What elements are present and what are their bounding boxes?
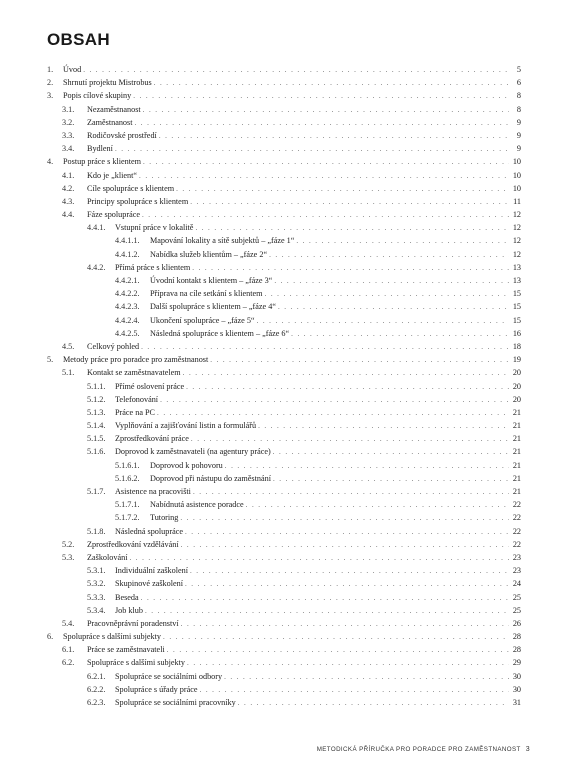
toc-entry-label: Mapování lokality a sítě subjektů – „fáze 1“ — [150, 236, 295, 246]
toc-entry-page: 12 — [512, 236, 521, 246]
toc-entry-line — [63, 155, 521, 169]
toc-entry-number: 5.4. — [62, 618, 75, 628]
toc-entry-page: 30 — [512, 671, 521, 681]
toc-entry[interactable] — [0, 643, 569, 656]
toc-entry[interactable] — [0, 445, 569, 458]
toc-entry-line — [115, 380, 521, 394]
toc-entry-label: Přímé oslovení práce — [115, 381, 185, 391]
toc-entry-number: 5.3. — [62, 552, 75, 562]
toc-entry-number: 5.1.3. — [87, 407, 106, 417]
toc-entry-line — [87, 116, 521, 130]
toc-entry-number: 4.4.1. — [87, 223, 106, 233]
toc-entry[interactable] — [0, 683, 569, 696]
toc-entry-line — [87, 340, 521, 354]
toc-entry-label: Kontakt se zaměstnavatelem — [87, 368, 181, 378]
toc-entry-line — [87, 208, 521, 222]
toc-entry[interactable] — [0, 498, 569, 511]
toc-entry-page: 29 — [512, 658, 521, 668]
toc-entry-number: 4.4.2. — [87, 262, 106, 272]
toc-entry-number: 4.4.2.1. — [115, 276, 140, 285]
toc-entry-label: Nabídnutá asistence poradce — [150, 500, 244, 510]
toc-entry[interactable] — [0, 393, 569, 406]
toc-entry-label: Postup práce s klientem — [63, 157, 141, 167]
toc-entry[interactable] — [0, 208, 569, 221]
toc-entry-number: 1. — [47, 65, 54, 74]
toc-entry[interactable] — [0, 327, 569, 340]
toc-entry-number: 5.1.4. — [87, 421, 106, 431]
toc-entry-number: 4.4.2.4. — [115, 315, 140, 325]
toc-entry-label: Vyplňování a zajišťování listin a formulářů — [115, 421, 257, 431]
toc-entry-page: 9 — [516, 130, 521, 140]
toc-entry-page: 9 — [516, 117, 521, 127]
toc-entry-page: 22 — [512, 526, 521, 536]
toc-entry-label: Spolupráce se sociálními odbory — [115, 671, 223, 681]
toc-entry[interactable] — [0, 551, 569, 564]
toc-entry-label: Následná spolupráce — [115, 526, 183, 536]
toc-entry-number: 4. — [47, 157, 54, 167]
toc-entry-label: Kdo je „klient“ — [87, 170, 138, 180]
toc-entry-page: 16 — [512, 328, 521, 338]
toc-entry-page: 22 — [512, 539, 521, 549]
toc-entry-label: Práce na PC — [115, 407, 156, 417]
toc-entry[interactable] — [0, 591, 569, 604]
toc-entry-number: 3.4. — [62, 144, 75, 154]
toc-entry-label: Job klub — [115, 605, 143, 615]
toc-entry[interactable] — [0, 353, 569, 366]
toc-entry[interactable] — [0, 419, 569, 432]
toc-entry[interactable] — [0, 287, 569, 300]
toc-entry-number: 2. — [47, 78, 54, 88]
toc-entry-page: 21 — [512, 473, 521, 483]
toc-entry-label: Úvodní kontakt s klientem – „fáze 3“ — [150, 276, 273, 285]
toc-entry[interactable] — [0, 155, 569, 168]
toc-entry[interactable] — [0, 300, 569, 313]
toc-entry-label: Příprava na cíle setkání s klientem — [150, 289, 263, 299]
toc-entry-label: Následná spolupráce s klientem – „fáze 6“ — [150, 328, 290, 338]
toc-entry[interactable] — [0, 538, 569, 551]
toc-entry-line — [87, 169, 521, 183]
toc-entry-label: Principy spolupráce s klientem — [87, 196, 189, 206]
toc-entry[interactable] — [0, 670, 569, 683]
toc-entry-number: 5.3.1. — [87, 566, 106, 576]
page-footer — [317, 746, 530, 753]
toc-entry-number: 4.2. — [62, 183, 75, 193]
toc-entry-line — [150, 327, 521, 341]
toc-entry-label: Asistence na pracovišti — [115, 487, 191, 496]
toc-entry[interactable] — [0, 366, 569, 379]
toc-entry[interactable] — [0, 525, 569, 538]
toc-entry-label: Popis cílové skupiny — [63, 91, 132, 101]
toc-entry-line — [150, 511, 521, 525]
toc-entry-line — [87, 195, 521, 209]
toc-entry-label: Pracovněprávní poradenství — [87, 618, 179, 628]
toc-entry[interactable] — [0, 221, 569, 234]
toc-entry-page: 9 — [516, 144, 521, 154]
dot-leader — [238, 697, 509, 710]
toc-entry-label: Spolupráce se sociálními pracovníky — [115, 698, 236, 707]
toc-entry[interactable] — [0, 234, 569, 247]
toc-entry-page: 15 — [512, 289, 521, 299]
toc-entry[interactable] — [0, 511, 569, 524]
toc-entry-line — [150, 459, 521, 473]
toc-entry-page: 15 — [512, 315, 521, 325]
toc-entry-line — [150, 274, 521, 288]
toc-entry[interactable] — [0, 564, 569, 577]
toc-entry-line — [115, 432, 521, 446]
toc-entry-page: 21 — [512, 407, 521, 417]
toc-entry-label: Bydlení — [87, 144, 113, 154]
toc-entry-line — [115, 221, 521, 235]
toc-entry-number: 5. — [47, 355, 54, 365]
toc-entry-label: Zaměstnanost — [87, 117, 133, 127]
toc-entry-number: 4.4.1.2. — [115, 249, 140, 259]
toc-entry-number: 6.2.1. — [87, 671, 106, 681]
toc-entry-line — [115, 604, 521, 618]
toc-entry[interactable] — [0, 195, 569, 208]
toc-entry-page: 10 — [512, 157, 521, 167]
footer-text: METODICKÁ PŘÍRUČKA PRO PORADCE PRO ZAMĚSTNANOST — [316, 746, 521, 753]
toc-entry-label: Ukončení spolupráce – „fáze 5“ — [150, 315, 255, 325]
toc-entry-number: 5.1. — [62, 368, 75, 378]
toc-entry-number: 5.1.5. — [87, 434, 106, 444]
toc-entry-page: 31 — [512, 698, 521, 707]
toc-entry-line — [87, 142, 521, 156]
toc-entry-page: 19 — [512, 355, 521, 365]
toc-entry-label: Doprovod k zaměstnavateli (na agentury práce) — [115, 447, 271, 457]
toc-entry-page: 12 — [512, 223, 521, 233]
toc-entry-page: 26 — [512, 618, 521, 628]
toc-entry-number: 5.1.8. — [87, 526, 106, 536]
toc-entry-line — [87, 366, 521, 380]
toc-entry-page: 11 — [513, 196, 521, 206]
toc-entry-line — [115, 525, 521, 539]
toc-entry-label: Nezaměstnanost — [87, 104, 141, 114]
toc-entry-number: 6.2.2. — [87, 684, 106, 694]
toc-entry-label: Tutoring — [150, 513, 179, 523]
toc-entry-line — [115, 683, 521, 697]
toc-entry[interactable] — [0, 696, 569, 709]
toc-entry-line — [63, 353, 521, 367]
toc-entry-line — [87, 129, 521, 143]
toc-entry-label: Individuální zaškolení — [115, 566, 188, 576]
toc-entry-page: 30 — [512, 684, 521, 694]
toc-entry-label: Shrnutí projektu Mistrobus — [63, 78, 152, 88]
toc-entry-label: Fáze spolupráce — [87, 210, 140, 220]
toc-entry-label: Práce se zaměstnavateli — [87, 645, 165, 655]
toc-entry-line — [115, 445, 521, 459]
toc-entry[interactable] — [0, 142, 569, 155]
toc-entry[interactable] — [0, 459, 569, 472]
toc-entry[interactable] — [0, 432, 569, 445]
toc-entry-label: Úvod — [63, 65, 82, 74]
toc-entry-page: 12 — [512, 249, 521, 259]
toc-entry-page: 8 — [516, 104, 521, 114]
toc-entry[interactable] — [0, 63, 569, 76]
toc-entry-page: 23 — [512, 566, 521, 576]
toc-entry-page: 8 — [516, 91, 521, 101]
toc-entry-number: 5.3.4. — [87, 605, 106, 615]
footer-page-number: 3 — [525, 746, 530, 753]
toc-entry[interactable] — [0, 182, 569, 195]
toc-entry-number: 4.4. — [62, 210, 75, 220]
toc-entry-page: 6 — [516, 78, 521, 88]
toc-entry-label: Doprovod k pohovoru — [150, 460, 223, 470]
toc-entry-page: 15 — [512, 302, 521, 312]
toc-entry-number: 3.3. — [62, 130, 75, 140]
toc-entry-number: 3. — [47, 91, 54, 101]
toc-entry-label: Cíle spolupráce s klientem — [87, 183, 175, 193]
toc-entry-line — [63, 630, 521, 644]
toc-entry-label: Rodičovské prostředí — [87, 130, 157, 140]
toc-entry-number: 4.1. — [62, 170, 75, 180]
toc-entry[interactable] — [0, 656, 569, 669]
toc-entry-label: Zprostředkování práce — [115, 434, 189, 444]
toc-entry[interactable] — [0, 604, 569, 617]
toc-entry[interactable] — [0, 380, 569, 393]
toc-entry-label: Další spolupráce s klientem – „fáze 4“ — [150, 302, 276, 312]
toc-entry-line — [150, 287, 521, 301]
toc-entry-line — [115, 261, 521, 275]
toc-entry-line — [150, 498, 521, 512]
table-of-contents — [0, 63, 569, 709]
toc-entry-label: Beseda — [115, 592, 139, 602]
toc-entry-number: 5.1.1. — [87, 381, 106, 391]
toc-entry-line — [87, 103, 521, 117]
toc-entry-line — [87, 551, 521, 565]
toc-entry-number: 5.1.6. — [87, 447, 106, 457]
toc-entry-page: 20 — [512, 368, 521, 378]
toc-entry-line — [115, 485, 521, 499]
toc-entry-page: 25 — [512, 605, 521, 615]
toc-entry-line — [115, 406, 521, 420]
toc-entry-number: 4.4.2.2. — [115, 289, 140, 299]
toc-entry-number: 6. — [47, 632, 54, 642]
toc-entry[interactable] — [0, 116, 569, 129]
toc-entry-label: Zprostředkování vzdělávání — [87, 539, 179, 549]
toc-entry-line — [115, 577, 521, 591]
toc-entry-number: 4.4.2.3. — [115, 302, 140, 312]
toc-entry-label: Spolupráce s úřady práce — [115, 684, 198, 694]
toc-entry-page: 20 — [512, 394, 521, 404]
toc-entry-page: 21 — [512, 447, 521, 457]
toc-entry-page: 23 — [512, 552, 521, 562]
toc-entry[interactable] — [0, 617, 569, 630]
toc-entry-label: Nabídka služeb klientům – „fáze 2“ — [150, 249, 268, 259]
toc-entry-line — [63, 89, 521, 103]
toc-entry[interactable] — [0, 314, 569, 327]
toc-entry-page: 21 — [512, 460, 521, 470]
toc-entry-number: 6.2.3. — [87, 698, 106, 707]
toc-entry-number: 5.1.6.2. — [115, 473, 140, 483]
toc-entry[interactable] — [0, 76, 569, 89]
toc-entry-label: Celkový pohled — [87, 341, 140, 351]
toc-entry-page: 13 — [512, 276, 521, 285]
toc-entry[interactable] — [0, 248, 569, 261]
toc-entry-number: 4.3. — [62, 196, 75, 206]
toc-entry-line — [115, 393, 521, 407]
toc-entry[interactable] — [0, 630, 569, 643]
toc-entry-number: 5.1.6.1. — [115, 460, 140, 470]
toc-entry-number: 5.1.7.2. — [115, 513, 140, 523]
toc-entry-line — [150, 248, 521, 262]
toc-entry-page: 28 — [512, 632, 521, 642]
toc-entry-line — [87, 656, 521, 670]
toc-entry-page: 20 — [512, 381, 521, 391]
toc-entry-line — [115, 696, 521, 710]
toc-entry[interactable] — [0, 406, 569, 419]
toc-entry-label: Vstupní práce v lokalitě — [115, 223, 194, 233]
toc-entry-page: 5 — [516, 65, 521, 74]
toc-entry-line — [87, 617, 521, 631]
toc-entry-number: 5.3.3. — [87, 592, 106, 602]
toc-entry[interactable] — [0, 169, 569, 182]
toc-entry-label: Spolupráce s dalšími subjekty — [87, 658, 186, 668]
toc-entry-line — [150, 300, 521, 314]
toc-entry-line — [115, 670, 521, 684]
toc-entry-page: 21 — [512, 421, 521, 431]
toc-entry-number: 5.1.7. — [87, 487, 106, 496]
toc-entry-number: 5.1.7.1. — [115, 500, 140, 510]
toc-entry[interactable] — [0, 129, 569, 142]
toc-entry-page: 24 — [512, 579, 521, 589]
toc-entry-page: 10 — [512, 170, 521, 180]
toc-entry[interactable] — [0, 577, 569, 590]
toc-entry-line — [115, 591, 521, 605]
toc-entry-line — [150, 472, 521, 486]
toc-entry-page: 12 — [512, 210, 521, 220]
toc-entry-label: Metody práce pro poradce pro zaměstnanost — [63, 355, 209, 365]
toc-entry[interactable] — [0, 274, 569, 287]
toc-entry-label: Přímá práce s klientem — [115, 262, 191, 272]
toc-entry-number: 4.4.1.1. — [115, 236, 140, 246]
toc-entry-number: 4.5. — [62, 341, 75, 351]
toc-entry-page: 22 — [512, 513, 521, 523]
toc-entry[interactable] — [0, 472, 569, 485]
toc-entry-page: 10 — [512, 183, 521, 193]
toc-entry-page: 18 — [512, 341, 521, 351]
toc-entry-label: Spolupráce s dalšími subjekty — [63, 632, 162, 642]
toc-entry-line — [63, 76, 521, 90]
toc-entry-label: Doprovod při nástupu do zaměstnání — [150, 473, 271, 483]
toc-entry-line — [63, 63, 521, 77]
toc-entry[interactable] — [0, 89, 569, 102]
toc-entry-number: 5.1.2. — [87, 394, 106, 404]
toc-entry-number: 6.2. — [62, 658, 75, 668]
toc-entry-line — [87, 643, 521, 657]
toc-entry-page: 21 — [512, 487, 521, 496]
toc-entry-line — [115, 564, 521, 578]
toc-entry-number: 3.2. — [62, 117, 75, 127]
toc-entry[interactable] — [0, 485, 569, 498]
toc-entry-label: Skupinové zaškolení — [115, 579, 183, 589]
toc-entry-page: 28 — [512, 645, 521, 655]
toc-entry-number: 6.1. — [62, 645, 75, 655]
toc-entry-line — [87, 182, 521, 196]
toc-entry[interactable] — [0, 103, 569, 116]
toc-entry-page: 21 — [512, 434, 521, 444]
page-title: OBSAH — [47, 30, 110, 49]
toc-entry-page: 13 — [512, 262, 521, 272]
toc-entry[interactable] — [0, 261, 569, 274]
toc-entry-number: 4.4.2.5. — [115, 328, 140, 338]
toc-entry-number: 5.3.2. — [87, 579, 106, 589]
toc-entry-page: 22 — [512, 500, 521, 510]
toc-entry-label: Telefonování — [115, 394, 159, 404]
toc-entry-line — [150, 314, 521, 328]
toc-entry-number: 3.1. — [62, 104, 75, 114]
toc-entry-line — [115, 419, 521, 433]
toc-entry-line — [150, 234, 521, 248]
toc-entry-page: 25 — [512, 592, 521, 602]
toc-entry-number: 5.2. — [62, 539, 75, 549]
toc-entry-label: Zaškolování — [87, 552, 128, 562]
toc-entry-line — [87, 538, 521, 552]
toc-entry[interactable] — [0, 340, 569, 353]
